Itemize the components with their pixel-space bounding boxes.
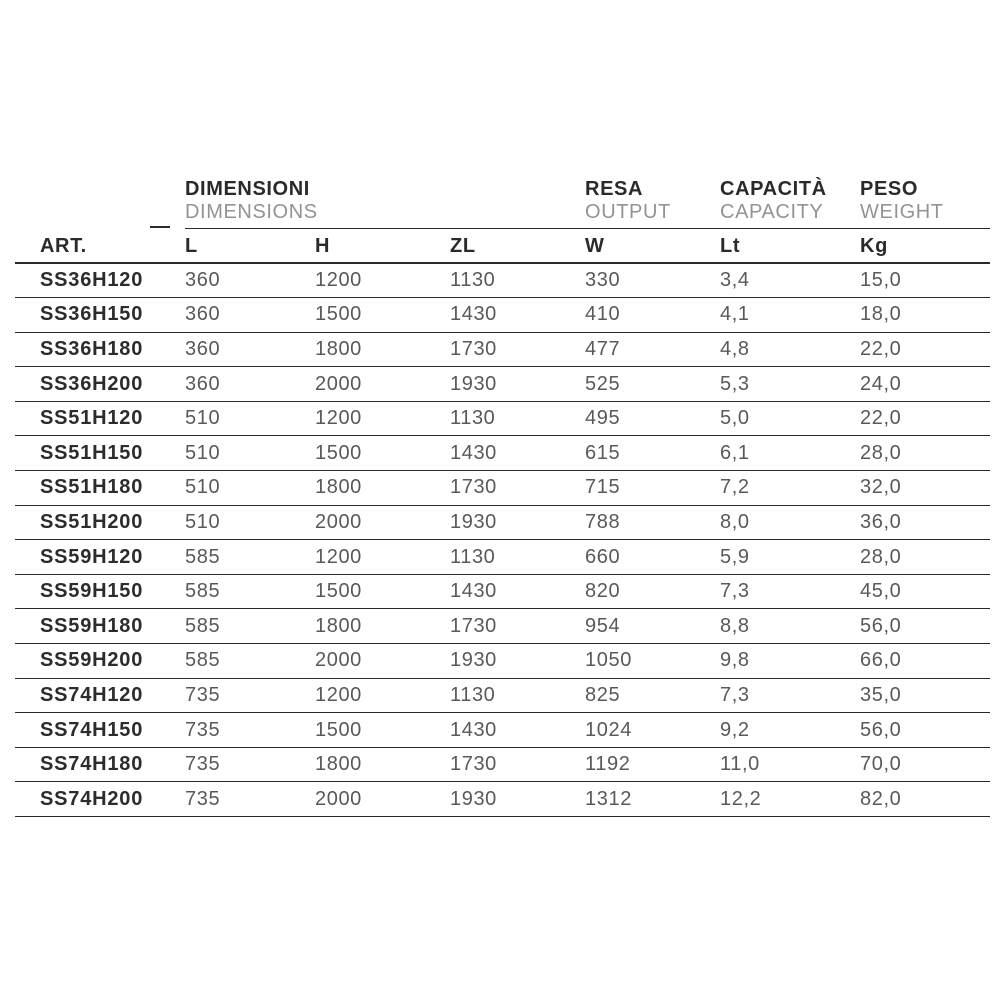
value-cell: 510 xyxy=(185,436,315,471)
value-cell: 8,0 xyxy=(720,505,860,540)
column-header-zl: ZL xyxy=(450,228,585,263)
table-group-header-row xyxy=(15,176,990,228)
value-cell: 82,0 xyxy=(860,782,990,817)
column-header-h: H xyxy=(315,228,450,263)
value-cell: 660 xyxy=(585,540,720,575)
value-cell: 585 xyxy=(185,644,315,679)
value-cell: 6,1 xyxy=(720,436,860,471)
value-cell: 715 xyxy=(585,471,720,506)
value-cell: 36,0 xyxy=(860,505,990,540)
value-cell: 1430 xyxy=(450,298,585,333)
value-cell: 1730 xyxy=(450,747,585,782)
table-row xyxy=(15,540,990,575)
value-cell: 1500 xyxy=(315,298,450,333)
group-label-secondary: WEIGHT xyxy=(860,201,944,223)
value-cell: 735 xyxy=(185,747,315,782)
value-cell: 7,3 xyxy=(720,574,860,609)
art-code-cell: SS74H120 xyxy=(15,678,185,713)
group-header-spacer xyxy=(15,176,185,228)
value-cell: 615 xyxy=(585,436,720,471)
table-column-header-row xyxy=(15,228,990,263)
table-row xyxy=(15,401,990,436)
value-cell: 1312 xyxy=(585,782,720,817)
column-group-dimensions xyxy=(185,176,585,228)
value-cell: 1500 xyxy=(315,574,450,609)
column-header-lt: Lt xyxy=(720,228,860,263)
table-row xyxy=(15,747,990,782)
value-cell: 1430 xyxy=(450,713,585,748)
value-cell: 1800 xyxy=(315,332,450,367)
value-cell: 1130 xyxy=(450,401,585,436)
value-cell: 5,9 xyxy=(720,540,860,575)
value-cell: 1730 xyxy=(450,609,585,644)
value-cell: 2000 xyxy=(315,644,450,679)
value-cell: 8,8 xyxy=(720,609,860,644)
value-cell: 1130 xyxy=(450,540,585,575)
value-cell: 330 xyxy=(585,263,720,298)
value-cell: 1050 xyxy=(585,644,720,679)
table-row xyxy=(15,263,990,298)
value-cell: 477 xyxy=(585,332,720,367)
art-code-cell: SS59H200 xyxy=(15,644,185,679)
table-row xyxy=(15,332,990,367)
value-cell: 735 xyxy=(185,782,315,817)
value-cell: 24,0 xyxy=(860,367,990,402)
group-label-secondary: OUTPUT xyxy=(585,201,671,223)
art-code-cell: SS59H180 xyxy=(15,609,185,644)
value-cell: 70,0 xyxy=(860,747,990,782)
art-code-cell: SS51H150 xyxy=(15,436,185,471)
spec-table xyxy=(15,176,990,817)
art-code-cell: SS74H200 xyxy=(15,782,185,817)
value-cell: 2000 xyxy=(315,367,450,402)
value-cell: 2000 xyxy=(315,782,450,817)
value-cell: 9,8 xyxy=(720,644,860,679)
value-cell: 45,0 xyxy=(860,574,990,609)
value-cell: 28,0 xyxy=(860,436,990,471)
value-cell: 1500 xyxy=(315,436,450,471)
value-cell: 1730 xyxy=(450,332,585,367)
group-label-primary: PESO xyxy=(860,178,919,200)
value-cell: 22,0 xyxy=(860,401,990,436)
value-cell: 585 xyxy=(185,574,315,609)
art-code-cell: SS51H200 xyxy=(15,505,185,540)
value-cell: 360 xyxy=(185,367,315,402)
art-code-cell: SS74H150 xyxy=(15,713,185,748)
value-cell: 820 xyxy=(585,574,720,609)
value-cell: 495 xyxy=(585,401,720,436)
art-code-cell: SS51H120 xyxy=(15,401,185,436)
value-cell: 510 xyxy=(185,471,315,506)
value-cell: 825 xyxy=(585,678,720,713)
value-cell: 410 xyxy=(585,298,720,333)
value-cell: 2000 xyxy=(315,505,450,540)
column-group-capacity xyxy=(720,176,860,228)
value-cell: 1930 xyxy=(450,367,585,402)
value-cell: 22,0 xyxy=(860,332,990,367)
group-label-primary: DIMENSIONI xyxy=(185,178,310,200)
value-cell: 12,2 xyxy=(720,782,860,817)
value-cell: 1024 xyxy=(585,713,720,748)
value-cell: 1930 xyxy=(450,505,585,540)
column-group-weight xyxy=(860,176,990,228)
table-row xyxy=(15,713,990,748)
value-cell: 510 xyxy=(185,401,315,436)
art-code-cell: SS36H150 xyxy=(15,298,185,333)
table-row xyxy=(15,298,990,333)
value-cell: 360 xyxy=(185,298,315,333)
value-cell: 66,0 xyxy=(860,644,990,679)
value-cell: 360 xyxy=(185,332,315,367)
art-code-cell: SS51H180 xyxy=(15,471,185,506)
value-cell: 7,2 xyxy=(720,471,860,506)
table-row xyxy=(15,678,990,713)
value-cell: 1200 xyxy=(315,263,450,298)
art-code-cell: SS36H180 xyxy=(15,332,185,367)
value-cell: 585 xyxy=(185,609,315,644)
group-label-secondary: CAPACITY xyxy=(720,201,824,223)
value-cell: 3,4 xyxy=(720,263,860,298)
value-cell: 735 xyxy=(185,713,315,748)
value-cell: 1730 xyxy=(450,471,585,506)
group-label-primary: CAPACITÀ xyxy=(720,178,827,200)
value-cell: 788 xyxy=(585,505,720,540)
value-cell: 525 xyxy=(585,367,720,402)
group-label-primary: RESA xyxy=(585,178,643,200)
column-header-w: W xyxy=(585,228,720,263)
value-cell: 56,0 xyxy=(860,609,990,644)
art-code-cell: SS36H200 xyxy=(15,367,185,402)
value-cell: 1500 xyxy=(315,713,450,748)
value-cell: 1430 xyxy=(450,436,585,471)
value-cell: 1192 xyxy=(585,747,720,782)
table-row xyxy=(15,436,990,471)
value-cell: 18,0 xyxy=(860,298,990,333)
value-cell: 28,0 xyxy=(860,540,990,575)
value-cell: 510 xyxy=(185,505,315,540)
value-cell: 7,3 xyxy=(720,678,860,713)
value-cell: 954 xyxy=(585,609,720,644)
value-cell: 1200 xyxy=(315,540,450,575)
value-cell: 735 xyxy=(185,678,315,713)
table-row xyxy=(15,574,990,609)
value-cell: 1800 xyxy=(315,747,450,782)
value-cell: 5,3 xyxy=(720,367,860,402)
group-label-secondary: DIMENSIONS xyxy=(185,201,318,223)
value-cell: 11,0 xyxy=(720,747,860,782)
value-cell: 1200 xyxy=(315,678,450,713)
table-row xyxy=(15,505,990,540)
value-cell: 15,0 xyxy=(860,263,990,298)
value-cell: 1130 xyxy=(450,263,585,298)
value-cell: 585 xyxy=(185,540,315,575)
table-row xyxy=(15,471,990,506)
value-cell: 1800 xyxy=(315,471,450,506)
table-header xyxy=(15,176,990,263)
value-cell: 32,0 xyxy=(860,471,990,506)
value-cell: 1430 xyxy=(450,574,585,609)
value-cell: 1930 xyxy=(450,782,585,817)
column-header-art: ART. xyxy=(15,228,185,263)
table-row xyxy=(15,644,990,679)
column-header-l: L xyxy=(185,228,315,263)
value-cell: 360 xyxy=(185,263,315,298)
art-code-cell: SS59H120 xyxy=(15,540,185,575)
column-header-kg: Kg xyxy=(860,228,990,263)
value-cell: 9,2 xyxy=(720,713,860,748)
value-cell: 1930 xyxy=(450,644,585,679)
column-group-output xyxy=(585,176,720,228)
value-cell: 35,0 xyxy=(860,678,990,713)
value-cell: 1130 xyxy=(450,678,585,713)
art-code-cell: SS74H180 xyxy=(15,747,185,782)
value-cell: 56,0 xyxy=(860,713,990,748)
table-row xyxy=(15,609,990,644)
value-cell: 1200 xyxy=(315,401,450,436)
art-code-cell: SS59H150 xyxy=(15,574,185,609)
table-row xyxy=(15,367,990,402)
value-cell: 4,1 xyxy=(720,298,860,333)
value-cell: 1800 xyxy=(315,609,450,644)
value-cell: 4,8 xyxy=(720,332,860,367)
table-row xyxy=(15,782,990,817)
value-cell: 5,0 xyxy=(720,401,860,436)
art-code-cell: SS36H120 xyxy=(15,263,185,298)
table-body xyxy=(15,263,990,817)
